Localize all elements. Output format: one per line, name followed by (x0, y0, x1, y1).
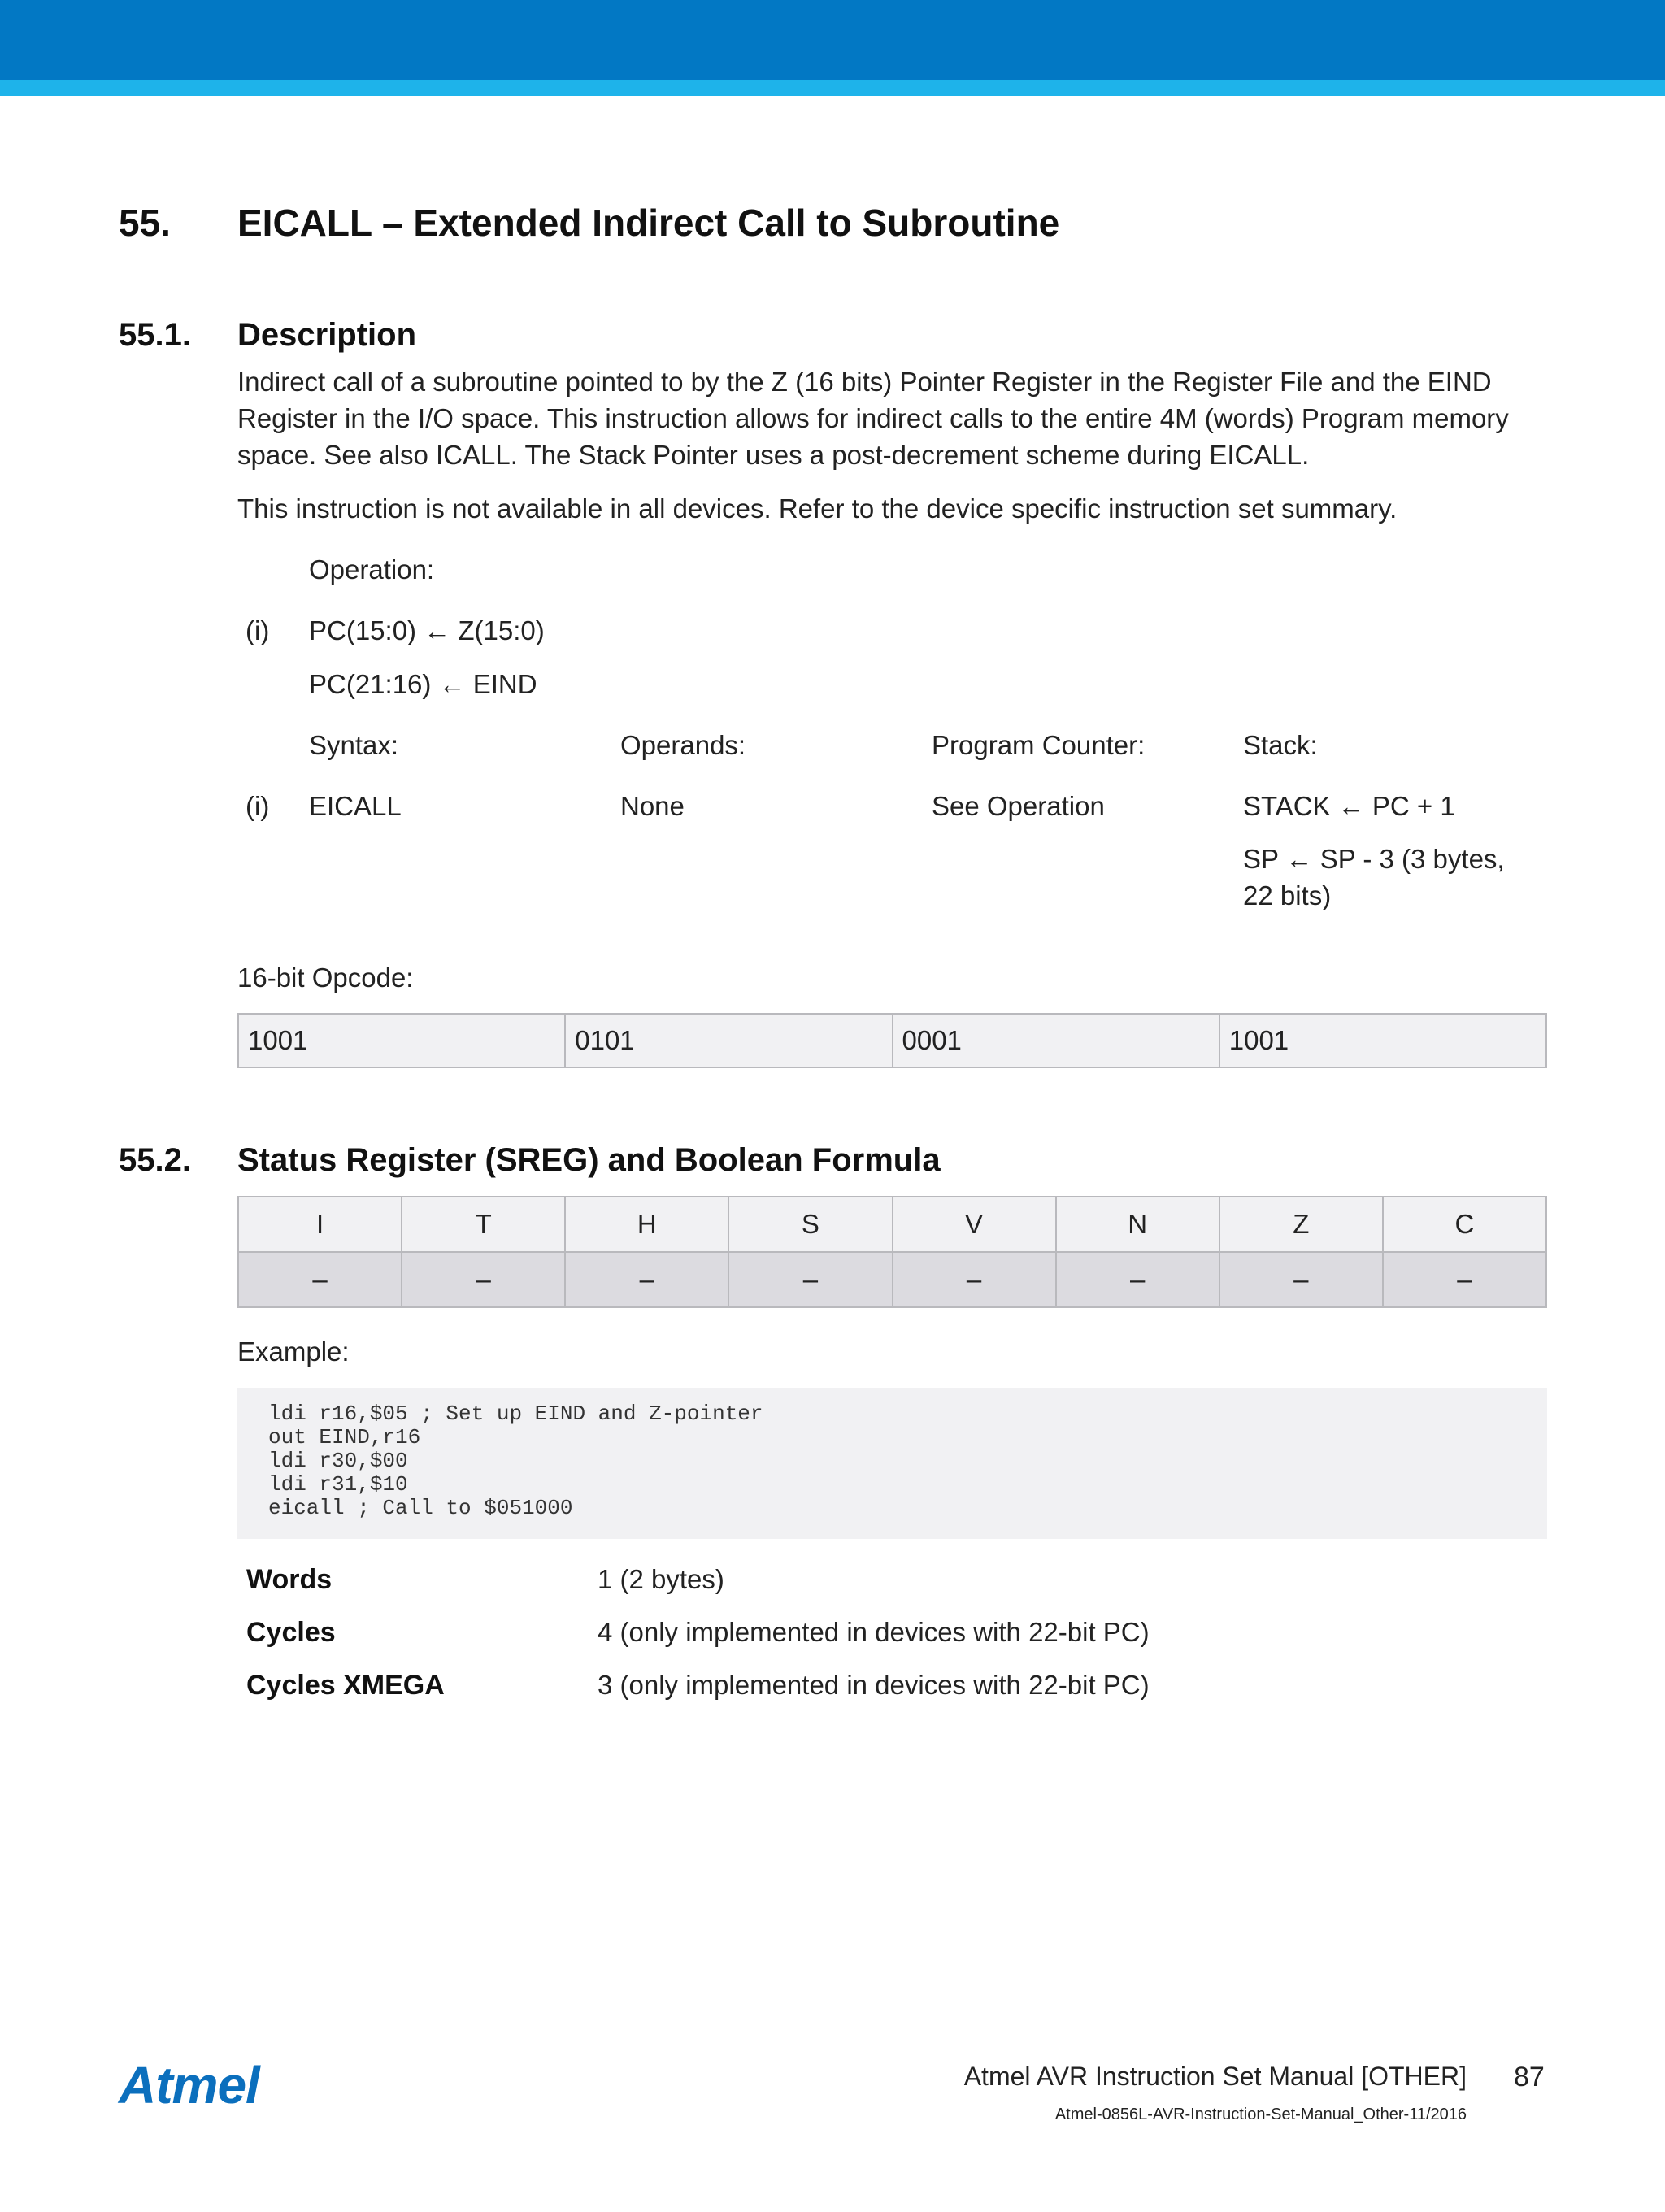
sreg-flag: N (1056, 1197, 1219, 1252)
stack-value: 22 bits) (1243, 880, 1332, 910)
opcode-label: 16-bit Opcode: (237, 963, 414, 993)
description-paragraph: This instruction is not available in all devices. Refer to the device specific instruction set summary. (237, 493, 1398, 524)
opcode-cell: 1001 (238, 1014, 565, 1067)
sreg-value: – (1383, 1252, 1546, 1307)
page-number: 87 (1514, 2062, 1545, 2092)
sreg-flag: T (402, 1197, 565, 1252)
cycles-xmega-value: 3 (only implemented in devices with 22-bit PC) (598, 1670, 1150, 1700)
cycles-label: Cycles (246, 1617, 336, 1648)
operation-line: PC(15:0) ← Z(15:0) (309, 615, 545, 645)
description-body (237, 363, 1554, 544)
opcode-cell: 1001 (1219, 1014, 1546, 1067)
stack-value: STACK ← PC + 1 (1243, 791, 1455, 821)
atmel-logo: Atmel (119, 2056, 259, 2114)
table-row (238, 1014, 1546, 1067)
operation-line: PC(21:16) ← EIND (309, 669, 537, 699)
sreg-value: – (1219, 1252, 1383, 1307)
sreg-flag: H (565, 1197, 728, 1252)
footer-doc-id: Atmel-0856L-AVR-Instruction-Set-Manual_Other-11/2016 (1054, 2106, 1467, 2123)
sreg-value: – (1056, 1252, 1219, 1307)
sreg-value: – (238, 1252, 402, 1307)
operands-value: None (620, 791, 685, 821)
opcode-cell: 0001 (893, 1014, 1219, 1067)
cycles-xmega-label: Cycles XMEGA (246, 1670, 445, 1701)
operation-label: Operation: (309, 554, 435, 585)
footer-title: Atmel AVR Instruction Set Manual [OTHER] (963, 2062, 1467, 2091)
words-value: 1 (2 bytes) (598, 1564, 724, 1594)
sreg-flag: C (1383, 1197, 1546, 1252)
stack-header: Stack: (1243, 730, 1318, 760)
table-row (238, 1252, 1546, 1307)
sreg-title: Status Register (SREG) and Boolean Formula (237, 1142, 941, 1178)
sreg-flag: Z (1219, 1197, 1383, 1252)
stack-value: SP ← SP - 3 (3 bytes, (1243, 844, 1505, 874)
opcode-cell: 0101 (565, 1014, 892, 1067)
operands-header: Operands: (620, 730, 746, 760)
operation-index: (i) (246, 615, 270, 645)
sreg-number: 55.2. (119, 1142, 191, 1178)
cycles-value: 4 (only implemented in devices with 22-bit PC) (598, 1617, 1150, 1647)
sreg-value: – (728, 1252, 892, 1307)
table-row (238, 1197, 1546, 1252)
description-title: Description (237, 317, 417, 353)
code-block (237, 1388, 1547, 1539)
sreg-flag: V (893, 1197, 1056, 1252)
section-title: EICALL – Extended Indirect Call to Subroutine (237, 202, 1060, 244)
syntax-index: (i) (246, 791, 270, 821)
opcode-table (237, 1013, 1547, 1068)
code-text: ldi r16,$05 ; Set up EIND and Z-pointer out EIND,r16 ldi r30,$00 ldi r31,$10 eicall ; Call to $051000 (268, 1402, 763, 1520)
sreg-flag: S (728, 1197, 892, 1252)
description-paragraph: Indirect call of a subroutine pointed to by the Z (16 bits) Pointer Register in the Register File and the EIND Register in the I/O space. This instruction allows for indirect calls to the entire 4M (words) Program memory space. See also ICALL. The Stack Pointer uses a post-decrement scheme during EICALL. (237, 367, 1509, 470)
section-number: 55. (119, 202, 171, 244)
header-accent-band (0, 80, 1665, 96)
sreg-value: – (402, 1252, 565, 1307)
program-counter-header: Program Counter: (932, 730, 1146, 760)
words-label: Words (246, 1564, 333, 1595)
syntax-value: EICALL (309, 791, 402, 821)
description-number: 55.1. (119, 317, 191, 353)
header-band (0, 0, 1665, 80)
program-counter-value: See Operation (932, 791, 1105, 821)
sreg-value: – (565, 1252, 728, 1307)
example-label: Example: (237, 1336, 350, 1367)
syntax-header: Syntax: (309, 730, 399, 760)
sreg-flag: I (238, 1197, 402, 1252)
sreg-table (237, 1196, 1547, 1308)
sreg-value: – (893, 1252, 1056, 1307)
